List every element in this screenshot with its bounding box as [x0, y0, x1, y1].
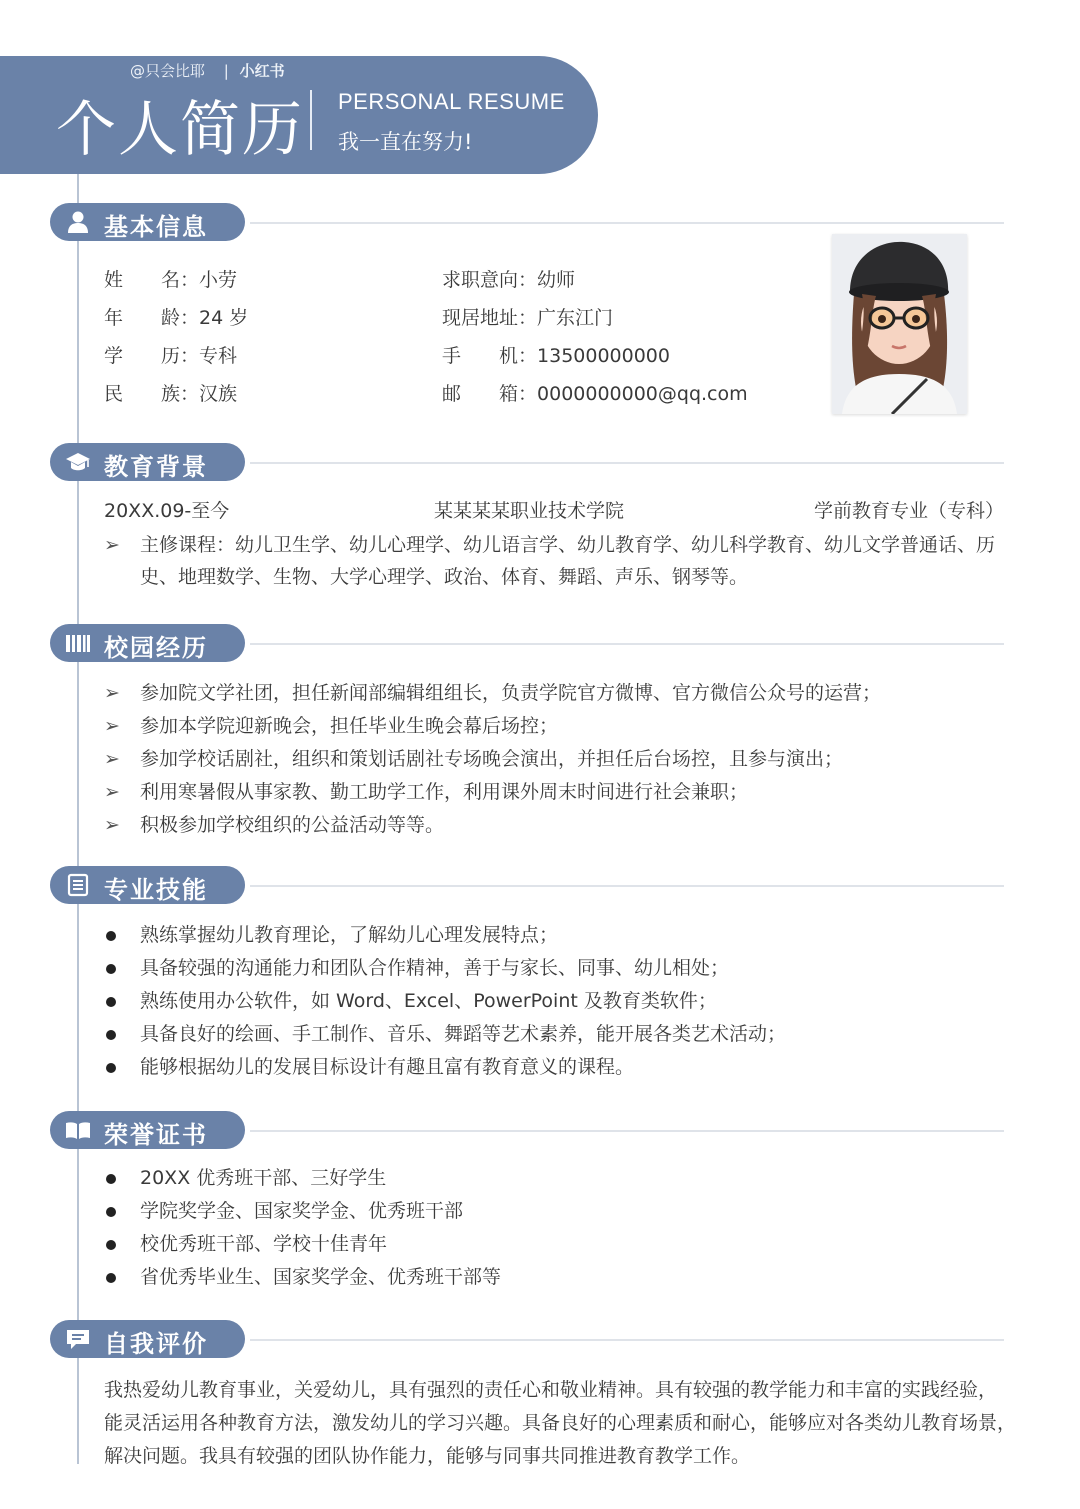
education-courses: ➢ 主修课程：幼儿卫生学、幼儿心理学、幼儿语言学、幼儿教育学、幼儿科学教育、幼儿文学普通话、历	[104, 534, 996, 556]
watermark-separator: |	[223, 62, 229, 80]
section-title: 校园经历	[104, 634, 208, 662]
section-skills	[50, 866, 1004, 904]
skill-item: 熟练使用办公软件，如 Word、Excel、PowerPoint 及教育类软件；	[104, 986, 717, 1013]
graduation-cap-icon	[64, 450, 92, 474]
section-rule	[250, 1339, 1004, 1341]
campus-item: ➢ 参加学校话剧社，组织和策划话剧社专场晚会演出，并担任后台场控，且参与演出；	[104, 748, 844, 770]
info-name: 姓 名：小劳	[104, 269, 238, 291]
honor-item: 校优秀班干部、学校十佳青年	[104, 1229, 387, 1256]
info-age: 年 龄：24 岁	[104, 307, 249, 329]
watermark	[130, 60, 285, 81]
watermark-brand: 小红书	[239, 62, 285, 80]
self-eval-line: 我热爱幼儿教育事业，关爱幼儿，具有强烈的责任心和敬业精神。具有较强的教学能力和丰富的实践经验，	[104, 1379, 998, 1401]
profile-photo	[832, 234, 967, 414]
section-title: 荣誉证书	[104, 1121, 208, 1149]
title-divider	[310, 90, 312, 150]
info-address: 现居地址：广东江门	[442, 307, 614, 329]
info-education: 学 历：专科	[104, 345, 238, 367]
avatar-illustration	[832, 234, 967, 414]
user-icon	[64, 210, 92, 234]
honor-item: 省优秀毕业生、国家奖学金、优秀班干部等	[104, 1262, 501, 1289]
campus-item: ➢ 参加院文学社团，担任新闻部编辑组组长，负责学院官方微博、官方微信公众号的运营；	[104, 682, 882, 704]
section-rule	[250, 885, 1004, 887]
honor-item: 20XX 优秀班干部、三好学生	[104, 1163, 386, 1190]
info-job-intent: 求职意向：幼师	[442, 269, 576, 291]
section-campus	[50, 624, 1004, 662]
skill-item: 能够根据幼儿的发展目标设计有趣且富有教育意义的课程。	[104, 1052, 634, 1079]
books-icon	[64, 631, 92, 655]
education-period: 20XX.09-至今	[104, 500, 230, 522]
section-rule	[250, 643, 1004, 645]
education-school: 某某某某职业技术学院	[434, 500, 625, 522]
section-rule	[250, 222, 1004, 224]
open-book-icon	[64, 1118, 92, 1142]
page-motto: 我一直在努力!	[338, 130, 473, 154]
self-eval-line: 能灵活运用各种教育方法，激发幼儿的学习兴趣。具备良好的心理素质和耐心，能够应对各类幼儿教育场景，	[104, 1412, 1017, 1434]
skill-item: 具备良好的绘画、手工制作、音乐、舞蹈等艺术素养，能开展各类艺术活动；	[104, 1019, 786, 1046]
page-title: 个人简历	[56, 95, 304, 165]
info-phone: 手 机：13500000000	[442, 345, 670, 367]
campus-item: ➢ 积极参加学校组织的公益活动等等。	[104, 814, 445, 836]
skill-item: 熟练掌握幼儿教育理论，了解幼儿心理发展特点；	[104, 920, 558, 947]
self-eval-line: 解决问题。我具有较强的团队协作能力，能够与同事共同推进教育教学工作。	[104, 1445, 751, 1467]
campus-item: ➢ 利用寒暑假从事家教、勤工助学工作，利用课外周末时间进行社会兼职；	[104, 781, 749, 803]
section-title: 教育背景	[104, 453, 208, 481]
education-major: 学前教育专业（专科）	[814, 500, 1005, 522]
page-title-english: PERSONAL RESUME	[338, 89, 565, 114]
section-title: 专业技能	[104, 876, 208, 904]
section-rule	[250, 1130, 1004, 1132]
section-self-evaluation	[50, 1320, 1004, 1358]
honor-item: 学院奖学金、国家奖学金、优秀班干部	[104, 1196, 463, 1223]
info-email: 邮 箱：0000000000@qq.com	[442, 383, 748, 405]
section-rule	[250, 462, 1004, 464]
section-title: 自我评价	[104, 1330, 208, 1358]
info-ethnicity: 民 族：汉族	[104, 383, 238, 405]
comment-icon	[64, 1327, 92, 1351]
education-courses-cont: 史、地理数学、生物、大学心理学、政治、体育、舞蹈、声乐、钢琴等。	[140, 566, 749, 588]
timeline-line	[77, 174, 79, 1464]
skill-item: 具备较强的沟通能力和团队合作精神，善于与家长、同事、幼儿相处；	[104, 953, 729, 980]
section-honors	[50, 1111, 1004, 1149]
section-education	[50, 443, 1004, 481]
campus-item: ➢ 参加本学院迎新晚会，担任毕业生晚会幕后场控；	[104, 715, 559, 737]
section-title: 基本信息	[104, 213, 208, 241]
document-list-icon	[64, 873, 92, 897]
watermark-user: @只会比耶	[130, 62, 206, 80]
